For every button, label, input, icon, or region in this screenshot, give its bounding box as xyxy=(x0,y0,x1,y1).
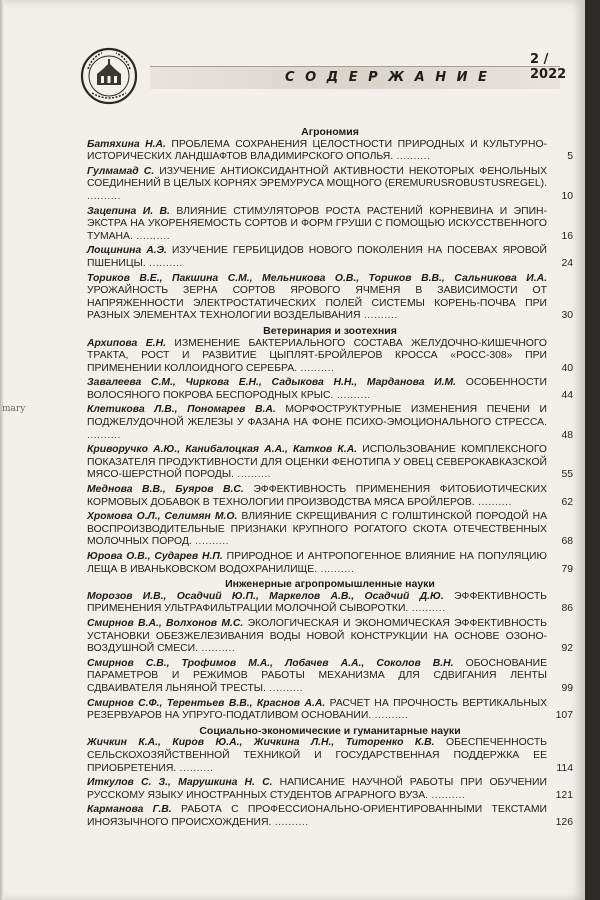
leader-dots: .......... xyxy=(371,710,409,722)
entry-page-number: 48 xyxy=(561,429,573,441)
entry-authors: Батяхина Н.А. xyxy=(87,138,166,150)
entry-authors: Лощинина А.Э. xyxy=(87,245,167,257)
leader-dots: .......... xyxy=(428,789,466,801)
entry-authors: Жичкин К.А., Киров Ю.А., Жичкина Л.Н., Титоренко К.В. xyxy=(87,737,435,749)
entry-page-number: 44 xyxy=(561,389,573,401)
entry-title: НАПИСАНИЕ НАУЧНОЙ РАБОТЫ ПРИ ОБУЧЕНИИ РУССКОМУ ЯЗЫКУ ИНОСТРАННЫХ СТУДЕНТОВ АГРАРНОГО ВУЗА. xyxy=(87,777,547,801)
entry-authors: Криворучко А.Ю., Канибалоцкая А.А., Катков К.А. xyxy=(87,444,358,456)
toc-entry[interactable] xyxy=(87,166,573,204)
entry-title: ЭКОЛОГИЧЕСКАЯ И ЭКОНОМИЧЕСКАЯ ЭФФЕКТИВНОСТЬ УСТАНОВКИ ОБЕЗЖЕЛЕЗИВАНИЯ ВОДЫ НОВОЙ КОНСТРУКЦИИ НА ОСНОВЕ ОЗОНО-ВОЗДУШНОЙ СМЕСИ. xyxy=(87,617,547,655)
leader-dots: .......... xyxy=(333,389,371,401)
entry-title: УРОЖАЙНОСТЬ ЗЕРНА СОРТОВ ЯРОВОГО ЯЧМЕНЯ В ЗАВИСИМОСТИ ОТ НАПРЯЖЕННОСТИ ЭЛЕКТРОСТАТИЧЕСКИХ ПОЛЕЙ СИСТЕМЫ КОРЕНЬ-ПОЧВА ПРИ РАЗНЫХ ЭЛЕМЕНТАХ ТЕХНОЛОГИИ ВОЗДЕЛЫВАНИЯ xyxy=(87,285,547,322)
entry-title: ПРИРОДНОЕ И АНТРОПОГЕННОЕ ВЛИЯНИЕ НА ПОПУЛЯЦИЮ ЛЕЩА В ИВАНЬКОВСКОМ ВОДОХРАНИЛИЩЕ. xyxy=(87,551,548,575)
leader-dots: .......... xyxy=(271,816,309,828)
entry-authors: Смирнов В.А., Волхонов М.С. xyxy=(87,617,244,629)
entry-page-number: 62 xyxy=(561,496,573,508)
toc-entry[interactable] xyxy=(87,618,573,656)
leader-dots: .......... xyxy=(317,563,355,575)
toc-entry[interactable] xyxy=(87,139,573,164)
entry-title: ПРОБЛЕМА СОХРАНЕНИЯ ЦЕЛОСТНОСТИ ПРИРОДНЫХ И КУЛЬТУРНО-ИСТОРИЧЕСКИХ ЛАНДШАФТОВ ВЛАДИМИРСКОГО ОПОЛЬЯ. xyxy=(87,138,547,163)
entry-authors: Клетикова Л.В., Пономарев В.А. xyxy=(87,404,276,416)
entry-page-number: 114 xyxy=(556,762,573,774)
entry-page-number: 86 xyxy=(561,603,573,615)
entry-page-number: 5 xyxy=(567,151,573,163)
section-heading: Ветеринария и зоотехния xyxy=(263,324,397,337)
margin-text: mary xyxy=(2,404,26,414)
toc-entry[interactable] xyxy=(87,658,573,696)
entry-page-number: 79 xyxy=(561,563,573,575)
entry-title: ИЗУЧЕНИЕ АНТИОКСИДАНТНОЙ АКТИВНОСТИ НЕКОТОРЫХ ФЕНОЛЬНЫХ СОЕДИНЕНИЙ В ЦЕЛЫХ КОРНЯХ ЭРЕМУРУСА МОЩНОГО (EREMURUSROBUSTUSREGEL). xyxy=(87,165,547,190)
toc-entry[interactable] xyxy=(87,245,573,270)
entry-authors: Морозов И.В., Осадчий Ю.П., Маркелов А.В., Осадчий Д.Ю. xyxy=(87,590,444,602)
page-edge-shadow xyxy=(0,0,4,900)
journal-seal-logo xyxy=(80,47,138,105)
entry-page-number: 107 xyxy=(555,710,573,722)
entry-title: ОБЕСПЕЧЕННОСТЬ СЕЛЬСКОХОЗЯЙСТВЕННОЙ ТЕХНИКОЙ И ГОСУДАРСТВЕННАЯ ПОДДЕРЖКА ЕЕ ПРИОБРЕТЕНИЯ. xyxy=(87,737,547,774)
leader-dots: .......... xyxy=(198,643,236,655)
toc-entry[interactable] xyxy=(87,273,573,323)
section-heading: Социально-экономические и гуманитарные науки xyxy=(199,724,461,737)
entry-page-number: 16 xyxy=(561,230,573,242)
entry-authors: Зацепина И. В. xyxy=(87,205,170,217)
entry-authors: Карманова Г.В. xyxy=(87,804,172,816)
entry-page-number: 40 xyxy=(561,362,573,374)
page-title: С О Д Е Р Ж А Н И Е xyxy=(285,70,490,85)
entry-title: МОРФОСТРУКТУРНЫЕ ИЗМЕНЕНИЯ ПЕЧЕНИ И ПОДЖЕЛУДОЧНОЙ ЖЕЛЕЗЫ У ФАЗАНА НА ФОНЕ ПСИХО-ЭМОЦИОНАЛЬНОГО СТРЕССА. xyxy=(87,404,547,429)
leader-dots: .......... xyxy=(87,429,121,441)
entry-page-number: 92 xyxy=(561,643,573,655)
entry-title: ЭФФЕКТИВНОСТЬ ПРИМЕНЕНИЯ ФИТОБИОТИЧЕСКИХ КОРМОВЫХ ДОБАВОК В ТЕХНОЛОГИИ ПРОИЗВОДСТВА МЯСА БРОЙЛЕРОВ. xyxy=(87,484,548,508)
toc-entry[interactable] xyxy=(87,591,573,616)
leader-dots: .......... xyxy=(474,496,512,508)
entry-title: РАБОТА С ПРОФЕССИОНАЛЬНО-ОРИЕНТИРОВАННЫМИ ТЕКСТАМИ ИНОЯЗЫЧНОГО ПРОИСХОЖДЕНИЯ. xyxy=(87,804,547,828)
issue-number: 2 / 2022 xyxy=(530,52,567,82)
entry-page-number: 30 xyxy=(561,310,573,322)
toc-entry[interactable] xyxy=(87,804,573,829)
entry-page-number: 55 xyxy=(561,469,573,481)
leader-dots: .......... xyxy=(360,310,398,322)
leader-dots: .......... xyxy=(191,536,230,548)
entry-title: ИЗУЧЕНИЕ ГЕРБИЦИДОВ НОВОГО ПОКОЛЕНИЯ НА ПОСЕВАХ ЯРОВОЙ ПШЕНИЦЫ. xyxy=(87,245,547,269)
entry-title: ВЛИЯНИЕ СТИМУЛЯТОРОВ РОСТА РАСТЕНИЙ КОРНЕВИНА И ЭПИН-ЭКСТРА НА УКОРЕНЯЕМОСТЬ СОРТОВ И ФОРМ ГРУШИ С ПОМОЩЬЮ ИСКУССТВЕННОГО ТУМАНА. xyxy=(87,205,548,242)
entry-title: ИЗМЕНЕНИЕ БАКТЕРИАЛЬНОГО СОСТАВА ЖЕЛУДОЧНО-КИШЕЧНОГО ТРАКТА, РОСТ И РАЗВИТИЕ ЦЫПЛЯТ-БРОЙЛЕРОВ КРОССА «РОСС-308» ПРИ ПРИМЕНЕНИИ КОЛЛОИДНОГО СЕРЕБРА. xyxy=(87,337,547,374)
entry-title: ОСОБЕННОСТИ ВОЛОСЯНОГО ПОКРОВА БЕСПОРОДНЫХ КРЫС. xyxy=(87,377,547,401)
section-heading: Агрономия xyxy=(301,126,359,138)
entry-title: ВЛИЯНИЕ СКРЕЩИВАНИЯ С ГОЛШТИНСКОЙ ПОРОДОЙ НА ВОСПРОИЗВОДИТЕЛЬНЫЕ ПРИЗНАКИ КРУПНОГО РОГАТОГО СКОТА ОТЕЧЕСТВЕННЫХ МОЛОЧНЫХ ПОРОД. xyxy=(87,511,548,548)
entry-page-number: 126 xyxy=(555,816,573,828)
toc-entry[interactable] xyxy=(87,698,573,723)
toc-entry[interactable] xyxy=(87,444,573,482)
leader-dots: .......... xyxy=(87,190,121,202)
leader-dots: .......... xyxy=(297,362,335,374)
entry-authors: Гулмамад С. xyxy=(87,165,155,177)
toc-entry[interactable] xyxy=(87,511,573,549)
entry-authors: Смирнов С.В., Трофимов М.А., Лобачев А.А., Соколов В.Н. xyxy=(87,657,454,669)
toc-entry[interactable] xyxy=(87,338,573,376)
entry-authors: Смирнов С.Ф., Терентьев В.В., Краснов А.А. xyxy=(87,697,326,709)
entry-authors: Хромова О.Л., Селимян М.О. xyxy=(87,511,238,523)
leader-dots: .......... xyxy=(176,762,214,774)
toc-entry[interactable] xyxy=(87,777,573,802)
leader-dots: .......... xyxy=(233,469,272,481)
leader-dots: .......... xyxy=(145,257,183,269)
entry-authors: Завалеева С.М., Чиркова Е.Н., Садыкова Н.Н., Марданова И.М. xyxy=(87,377,457,389)
entry-page-number: 68 xyxy=(561,536,573,548)
entry-authors: Юрова О.В., Сударев Н.П. xyxy=(87,551,223,562)
entry-title: ИСПОЛЬЗОВАНИЕ КОМПЛЕКСНОГО ПОКАЗАТЕЛЯ ПРОДУКТИВНОСТИ ДЛЯ ОЦЕНКИ ФЕНОТИПА У ОВЕЦ СЕВЕРОКАВКАЗСКОЙ МЯСО-ШЕРСТНОЙ ПОРОДЫ. xyxy=(87,444,547,481)
toc-entry[interactable] xyxy=(87,404,573,442)
entry-title: ОБОСНОВАНИЕ ПАРАМЕТРОВ И РЕЖИМОВ РАБОТЫ МЕХАНИЗМА ДЛЯ СДВИГАНИЯ ЛЕНТЫ СДВАИВАТЕЛЯ ЛЬНЯНОЙ ТРЕСТЫ. xyxy=(87,657,548,694)
entry-title: РАСЧЕТ НА ПРОЧНОСТЬ ВЕРТИКАЛЬНЫХ РЕЗЕРВУАРОВ НА УПРУГО-ПОДАТЛИВОМ ОСНОВАНИИ. xyxy=(87,697,547,722)
table-of-contents xyxy=(87,125,573,831)
entry-page-number: 10 xyxy=(561,190,573,202)
entry-page-number: 24 xyxy=(561,257,573,269)
toc-entry[interactable] xyxy=(87,484,573,509)
leader-dots: .......... xyxy=(132,230,171,242)
entry-authors: Ториков В.Е., Пакшина С.М., Мельникова О.В., Ториков В.В., Сальникова И.А. xyxy=(87,272,547,284)
entry-authors: Архипова Е.Н. xyxy=(87,337,166,349)
entry-title: ЭФФЕКТИВНОСТЬ ПРИМЕНЕНИЯ УЛЬТРАФИЛЬТРАЦИИ МОЛОЧНОЙ СЫВОРОТКИ. xyxy=(87,590,547,615)
toc-entry[interactable] xyxy=(87,551,573,576)
toc-entry[interactable] xyxy=(87,377,573,402)
leader-dots: .......... xyxy=(265,682,304,694)
entry-authors: Меднова В.В., Буяров В.С. xyxy=(87,484,244,496)
entry-authors: Иткулов С. З., Марушкина Н. С. xyxy=(87,777,273,789)
leader-dots: .......... xyxy=(393,151,431,163)
leader-dots: .......... xyxy=(408,603,446,615)
section-heading: Инженерные агропромышленные науки xyxy=(225,578,435,591)
toc-entry[interactable] xyxy=(87,206,573,244)
entry-page-number: 121 xyxy=(555,789,573,801)
entry-page-number: 99 xyxy=(561,682,573,694)
toc-entry[interactable] xyxy=(87,737,573,775)
